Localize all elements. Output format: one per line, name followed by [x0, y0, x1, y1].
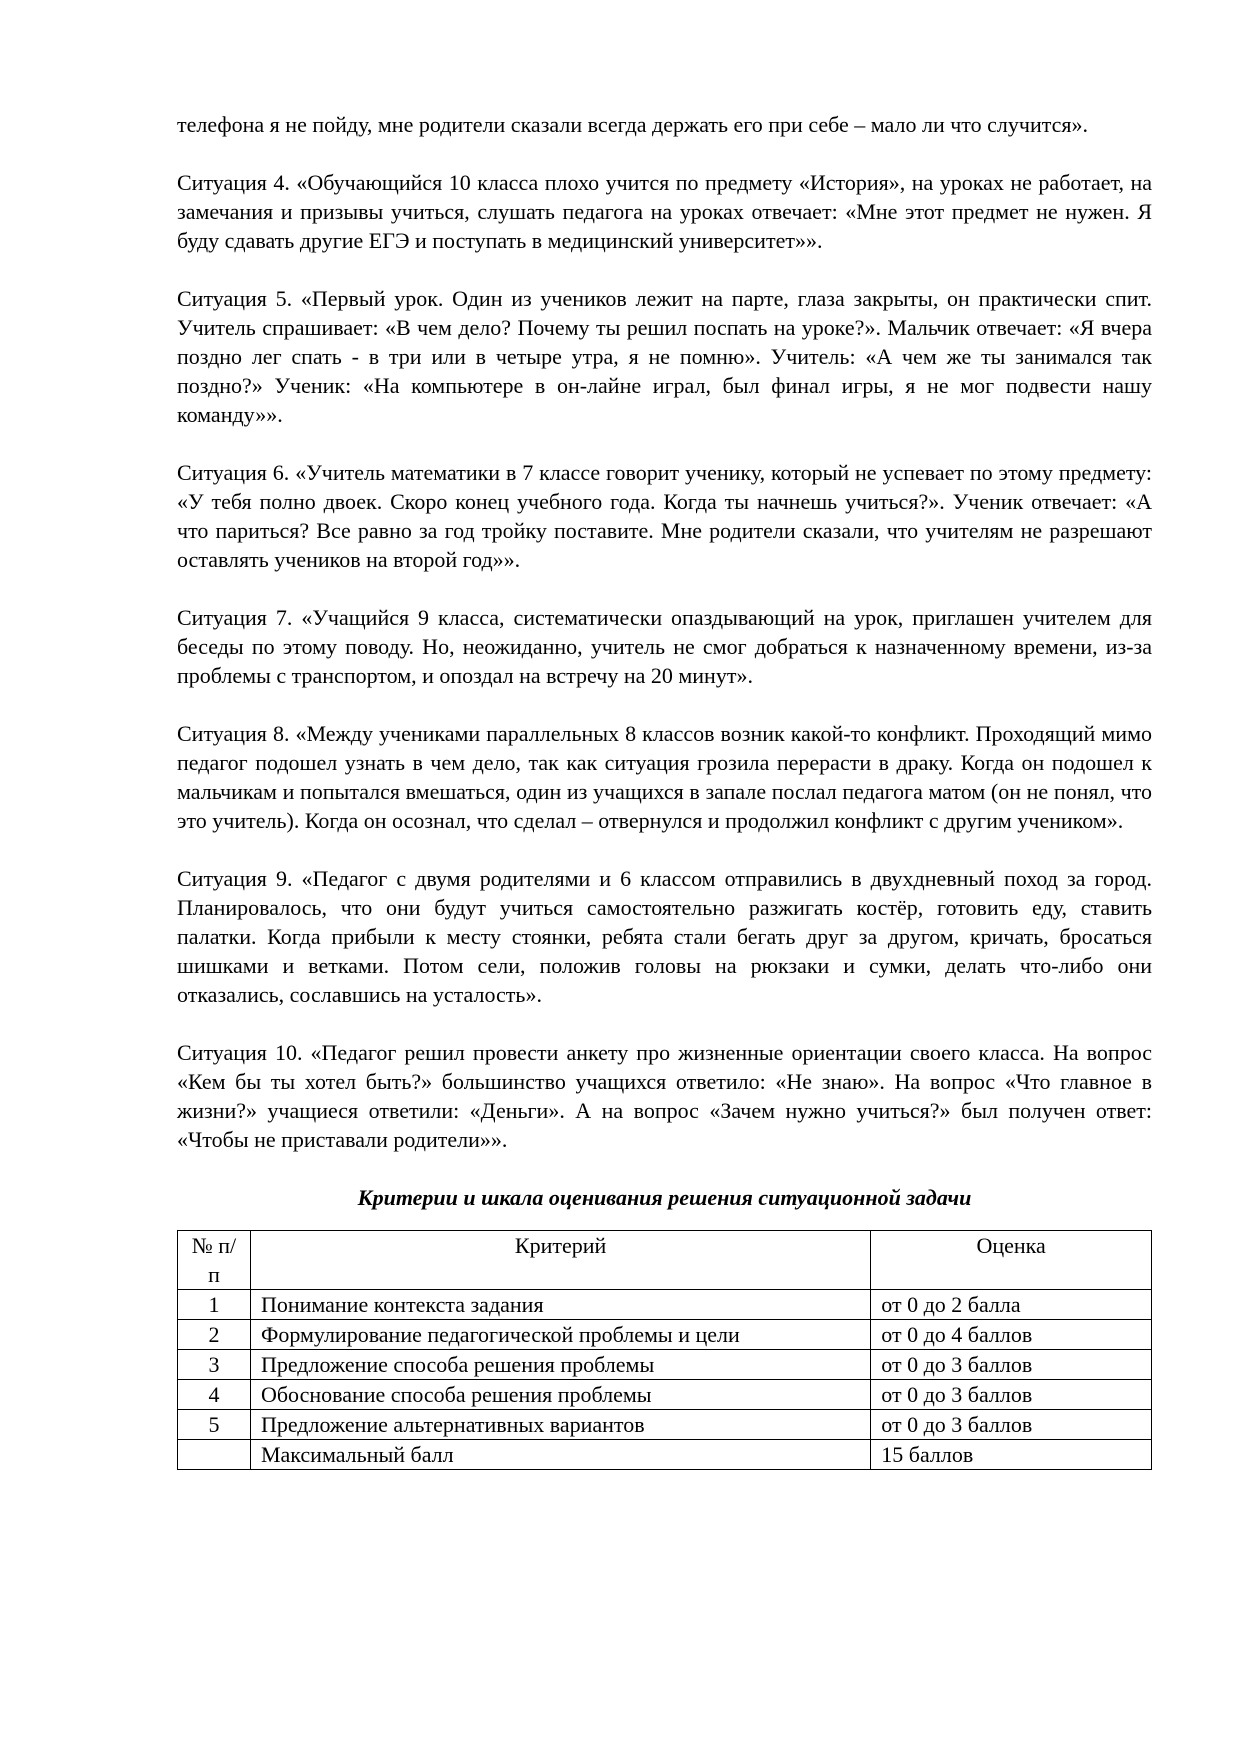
criteria-table — [177, 1230, 1152, 1470]
header-num: № п/п — [178, 1231, 251, 1290]
row-score: от 0 до 3 баллов — [871, 1410, 1152, 1440]
paragraph-continuation: телефона я не пойду, мне родители сказали всегда держать его при себе – мало ли что случится». — [177, 112, 1088, 137]
row-criterion: Предложение альтернативных вариантов — [250, 1410, 870, 1440]
paragraph-situation-5: Ситуация 5. «Первый урок. Один из учеников лежит на парте, глаза закрыты, он практически спит. Учитель спрашивает: «В чем дело? Почему ты решил поспать на уроке?». Мальчик отвечает: «Я вчера поздно лег спать - в три или в четыре утра, я не помню». Учитель: «А чем же ты занимался так поздно?» Ученик: «На компьютере в он-лайне играл, был финал игры, я не мог подвести нашу команду»». — [177, 286, 1152, 427]
table-row — [178, 1290, 1152, 1320]
row-score: от 0 до 2 балла — [871, 1290, 1152, 1320]
table-caption: Критерии и шкала оценивания решения ситуационной задачи — [357, 1185, 972, 1210]
paragraph-situation-7: Ситуация 7. «Учащийся 9 класса, систематически опаздывающий на урок, приглашен учителем для беседы по этому поводу. Но, неожиданно, учитель не смог добраться к назначенному времени, из-за проблемы с транспортом, и опоздал на встречу на 20 минут». — [177, 605, 1152, 688]
row-criterion: Понимание контекста задания — [250, 1290, 870, 1320]
row-criterion: Предложение способа решения проблемы — [250, 1350, 870, 1380]
row-num — [178, 1440, 251, 1470]
table-header-row — [178, 1231, 1152, 1290]
table-row — [178, 1350, 1152, 1380]
table-row-total — [178, 1440, 1152, 1470]
table-row — [178, 1320, 1152, 1350]
paragraph-situation-9: Ситуация 9. «Педагог с двумя родителями и 6 классом отправились в двухдневный поход за город. Планировалось, что они будут учиться самостоятельно разжигать костёр, готовить еду, ставить палатки. Когда прибыли к месту стоянки, ребята стали бегать друг за другом, кричать, бросаться шишками и ветками. Потом сели, положив головы на рюкзаки и сумки, делать что-либо они отказались, сославшись на усталость». — [177, 866, 1152, 1007]
row-criterion: Максимальный балл — [250, 1440, 870, 1470]
paragraph-situation-6: Ситуация 6. «Учитель математики в 7 классе говорит ученику, который не успевает по этому предмету: «У тебя полно двоек. Скоро конец учебного года. Когда ты начнешь учиться?». Ученик отвечает: «А что париться? Все равно за год тройку поставите. Мне родители сказали, что учителям не разрешают оставлять учеников на второй год»». — [177, 460, 1152, 572]
document-page — [177, 110, 1152, 1470]
row-criterion: Формулирование педагогической проблемы и цели — [250, 1320, 870, 1350]
row-score: 15 баллов — [871, 1440, 1152, 1470]
table-row — [178, 1410, 1152, 1440]
row-score: от 0 до 3 баллов — [871, 1380, 1152, 1410]
paragraph-situation-10: Ситуация 10. «Педагог решил провести анкету про жизненные ориентации своего класса. На вопрос «Кем бы ты хотел быть?» большинство учащихся ответило: «Не знаю». На вопрос «Что главное в жизни?» учащиеся ответили: «Деньги». А на вопрос «Зачем нужно учиться?» был получен ответ: «Чтобы не приставали родители»». — [177, 1040, 1152, 1152]
paragraph-situation-8: Ситуация 8. «Между учениками параллельных 8 классов возник какой-то конфликт. Проходящий мимо педагог подошел узнать в чем дело, так как ситуация грозила перерасти в драку. Когда он подошел к мальчикам и попытался вмешаться, один из учащихся в запале послал педагога матом (он не понял, что это учитель). Когда он осознал, что сделал – отвернулся и продолжил конфликт с другим учеником». — [177, 721, 1152, 833]
row-num: 3 — [178, 1350, 251, 1380]
header-criterion: Критерий — [250, 1231, 870, 1290]
row-num: 2 — [178, 1320, 251, 1350]
row-num: 1 — [178, 1290, 251, 1320]
row-score: от 0 до 4 баллов — [871, 1320, 1152, 1350]
row-score: от 0 до 3 баллов — [871, 1350, 1152, 1380]
header-score: Оценка — [871, 1231, 1152, 1290]
row-num: 4 — [178, 1380, 251, 1410]
row-criterion: Обоснование способа решения проблемы — [250, 1380, 870, 1410]
paragraph-situation-4: Ситуация 4. «Обучающийся 10 класса плохо учится по предмету «История», на уроках не работает, на замечания и призывы учиться, слушать педагога на уроках отвечает: «Мне этот предмет не нужен. Я буду сдавать другие ЕГЭ и поступать в медицинский университет»». — [177, 170, 1152, 253]
table-row — [178, 1380, 1152, 1410]
row-num: 5 — [178, 1410, 251, 1440]
